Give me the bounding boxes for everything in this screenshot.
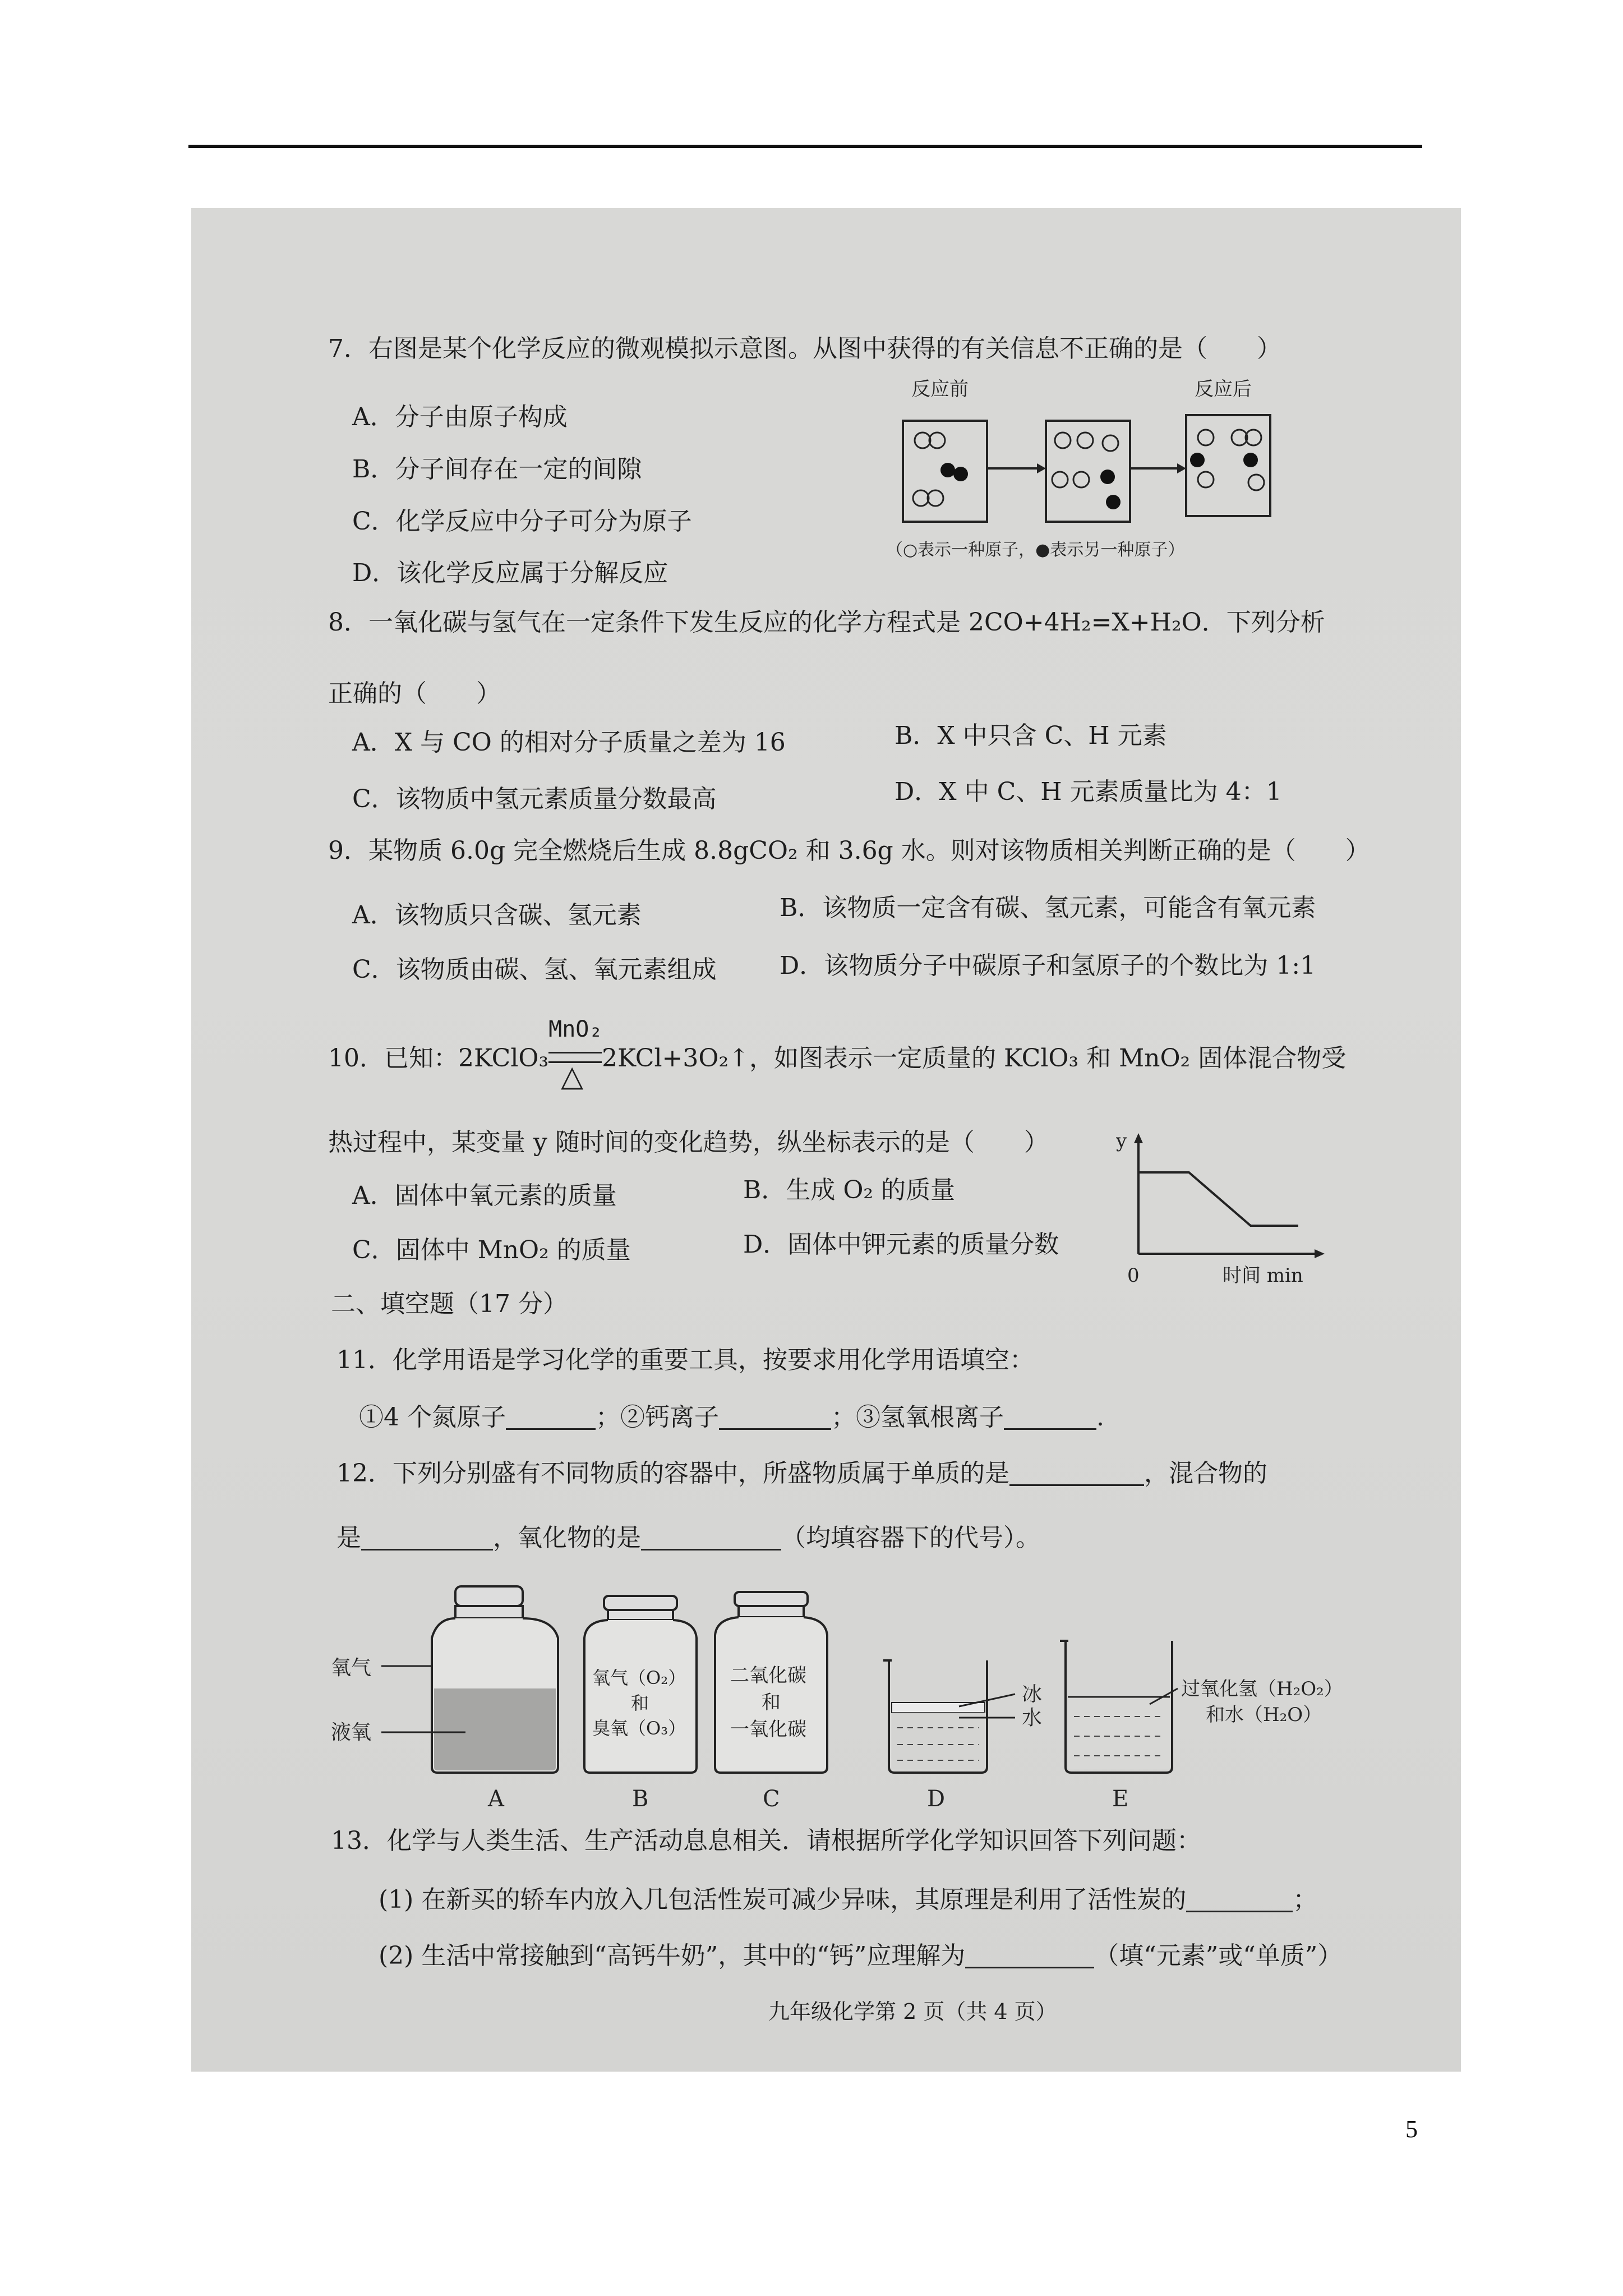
graph-y-label: y	[1116, 1130, 1127, 1152]
page-number: 5	[1405, 2115, 1418, 2143]
diagram-legend: （○表示一种原子，●表示另一种原子）	[886, 540, 1185, 560]
container-c-text-2: 和	[762, 1691, 781, 1714]
q7-option-a: A．分子由原子构成	[352, 403, 568, 431]
header-rule	[188, 145, 1422, 148]
container-d-letter: D	[927, 1786, 946, 1812]
q12-stem2c: （均填容器下的代号）。	[781, 1524, 1040, 1552]
container-c-text-1: 二氧化碳	[730, 1664, 806, 1687]
section-2-heading: 二、填空题（17 分）	[331, 1290, 568, 1318]
q11-end: .	[1096, 1403, 1104, 1432]
q11-stem: 11．化学用语是学习化学的重要工具，按要求用化学用语填空：	[336, 1346, 1034, 1374]
q7-option-c: C．化学反应中分子可分为原子	[352, 507, 692, 536]
q7-option-d: D．该化学反应属于分解反应	[352, 559, 668, 587]
q12-stem2b: ，氧化物的是	[493, 1524, 641, 1552]
q9-option-a: A．该物质只含碳、氢元素	[352, 901, 642, 930]
q11-blank-2[interactable]	[719, 1406, 831, 1430]
q10-equation-right: 2KCl+3O₂↑，如图表示一定质量的 KClO₃ 和 MnO₂ 固体混合物受	[602, 1044, 1347, 1073]
q10-graph	[1116, 1128, 1340, 1296]
container-a	[331, 1586, 558, 1812]
before-label: 反应前	[911, 378, 969, 401]
q7-option-b: B．分子间存在一定的间隙	[352, 455, 642, 484]
q12-line-2	[336, 1526, 1040, 1550]
q10-option-b: B．生成 O₂ 的质量	[743, 1176, 956, 1204]
container-a-gas-label: 氧气	[331, 1657, 372, 1680]
container-c-text-3: 一氧化碳	[730, 1718, 806, 1741]
q12-stem: 12．下列分别盛有不同物质的容器中，所盛物质属于单质的是	[336, 1459, 1009, 1488]
q10-option-a: A．固体中氧元素的质量	[352, 1181, 617, 1210]
container-d-ice-label: 冰	[1022, 1683, 1043, 1706]
q13-p2-text: (2) 生活中常接触到“高钙牛奶”，其中的“钙”应理解为	[379, 1941, 966, 1970]
q12-blank-element[interactable]	[1009, 1462, 1144, 1486]
q8-option-a: A．X 与 CO 的相对分子质量之差为 16	[352, 728, 786, 757]
q13-p1-text: (1) 在新买的轿车内放入几包活性炭可减少异味，其原理是利用了活性炭的	[379, 1885, 1187, 1914]
reaction-diagram	[880, 370, 1329, 572]
q13-part-2	[379, 1941, 1343, 1970]
container-a-liquid-label: 液氧	[331, 1721, 372, 1744]
q11-items	[359, 1405, 1104, 1430]
q12-containers	[331, 1576, 1430, 1818]
container-e-letter: E	[1112, 1786, 1129, 1812]
q10-equation-left: 10．已知：2KClO₃	[328, 1044, 549, 1073]
container-c-letter: C	[763, 1786, 780, 1812]
q10-condition	[548, 1018, 602, 1097]
q11-item-3: ；③氢氧根离子	[831, 1403, 1004, 1432]
q10-curve	[1138, 1172, 1298, 1226]
graph-x-label: 时间 min	[1223, 1264, 1303, 1287]
container-d	[883, 1660, 1042, 1812]
container-a-letter: A	[488, 1786, 504, 1812]
q13-blank-1[interactable]	[1186, 1888, 1293, 1912]
q13-p1-end: ；	[1293, 1885, 1318, 1914]
q8-option-b: B．X 中只含 C、H 元素	[895, 721, 1167, 750]
exam-footer: 九年级化学第 2 页（共 4 页）	[768, 1999, 1057, 2024]
container-b-text-3: 臭氧（O₃）	[592, 1718, 686, 1739]
q12-blank-mixture[interactable]	[361, 1526, 493, 1550]
q11-blank-3[interactable]	[1004, 1406, 1096, 1430]
q9-option-b: B．该物质一定含有碳、氢元素，可能含有氧元素	[780, 894, 1316, 922]
container-e-label-1: 过氧化氢（H₂O₂）	[1181, 1678, 1343, 1700]
q13-p2-end: （填“元素”或“单质”）	[1094, 1941, 1343, 1970]
q8-option-c: C．该物质中氢元素质量分数最高	[352, 785, 717, 813]
container-e-label-2: 和水（H₂O）	[1206, 1704, 1322, 1726]
graph-origin-label: 0	[1127, 1264, 1140, 1287]
q10-catalyst: MnO₂	[548, 1016, 603, 1042]
container-b-text-2: 和	[631, 1692, 649, 1714]
q11-blank-1[interactable]	[506, 1406, 596, 1430]
q13-blank-2[interactable]	[965, 1944, 1094, 1968]
after-label: 反应后	[1195, 378, 1252, 401]
container-d-water-label: 水	[1022, 1706, 1043, 1729]
q12-stem-b: ，混合物的	[1144, 1459, 1267, 1488]
q8-stem-2: 正确的（ ）	[328, 679, 501, 708]
q12-stem2a: 是	[336, 1524, 361, 1552]
q11-item-1: ①4 个氮原子	[359, 1403, 506, 1432]
q8-stem: 8．一氧化碳与氢气在一定条件下发生反应的化学方程式是 2CO+4H₂=X+H₂O．下列分析	[328, 608, 1325, 637]
q13-stem: 13．化学与人类生活、生产活动息息相关．请根据所学化学知识回答下列问题：	[331, 1826, 1201, 1855]
q10-option-c: C．固体中 MnO₂ 的质量	[352, 1236, 631, 1264]
q8-option-d: D．X 中 C、H 元素质量比为 4：1	[895, 777, 1282, 806]
container-b	[584, 1596, 697, 1812]
q9-option-d: D．该物质分子中碳原子和氢原子的个数比为 1:1	[780, 951, 1316, 980]
q12-line-1	[336, 1461, 1267, 1486]
q10-stem-2: 热过程中，某变量 y 随时间的变化趋势，纵坐标表示的是（ ）	[328, 1128, 1049, 1157]
container-c	[715, 1592, 827, 1812]
q9-option-c: C．该物质由碳、氢、氧元素组成	[352, 955, 717, 984]
q10-option-d: D．固体中钾元素的质量分数	[743, 1230, 1059, 1259]
container-e	[1060, 1641, 1343, 1812]
q12-blank-oxide[interactable]	[641, 1526, 781, 1550]
container-b-text-1: 氧气（O₂）	[592, 1667, 686, 1688]
q7-stem: 7．右图是某个化学反应的微观模拟示意图。从图中获得的有关信息不正确的是（ ）	[328, 334, 1281, 363]
q9-stem: 9．某物质 6.0g 完全燃烧后生成 8.8gCO₂ 和 3.6g 水。则对该物质相关判断正确的是（ ）	[328, 836, 1370, 865]
q13-part-1	[379, 1885, 1318, 1914]
q11-item-2: ；②钙离子	[595, 1403, 719, 1432]
q10-heat: △	[561, 1060, 584, 1093]
container-b-letter: B	[632, 1786, 649, 1812]
q10-stem	[328, 1018, 1346, 1102]
